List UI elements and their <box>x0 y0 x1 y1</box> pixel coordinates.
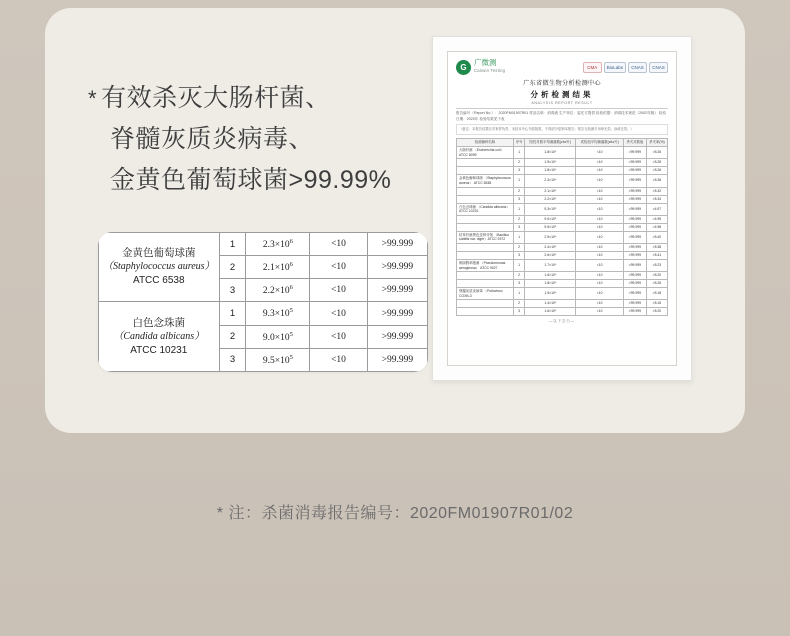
report-cell-value: 1 <box>513 288 524 300</box>
report-table-row <box>457 243 668 251</box>
report-cell-value: 3 <box>513 308 524 316</box>
report-table-row <box>457 159 668 167</box>
asterisk-marker: * <box>88 86 98 111</box>
report-cell-value: <10 <box>576 167 623 175</box>
report-table-row <box>457 308 668 316</box>
report-cell-value: 2 <box>513 159 524 167</box>
report-cell-value: >99.999 <box>623 243 646 251</box>
report-cell-strain <box>457 308 514 316</box>
report-cell-value: <10 <box>576 159 623 167</box>
report-cell-value: >99.999 <box>623 223 646 231</box>
strain-name-cell <box>99 302 220 372</box>
report-table-row <box>457 280 668 288</box>
report-cell-value: <10 <box>576 280 623 288</box>
report-table-row <box>457 223 668 231</box>
strain-name-latin: （Candida albicans） <box>113 330 205 342</box>
report-cell-value: >99.999 <box>623 231 646 243</box>
accreditation-badges <box>583 62 668 73</box>
report-cell-value: <10 <box>576 147 623 159</box>
badge-cnas-2: CNAS <box>649 62 668 73</box>
report-cell-value: 9.0×10⁵ <box>525 215 576 223</box>
report-table-row <box>457 187 668 195</box>
report-col-control: 阳性对照平均菌落数(cfu/片) <box>525 139 576 147</box>
entry-count: $2.2\times 10^6$ <box>246 279 310 302</box>
entry-no: 2 <box>219 256 246 279</box>
report-cell-value: <10 <box>576 300 623 308</box>
report-cell-strain <box>457 300 514 308</box>
report-cell-value: <10 <box>576 259 623 271</box>
report-cell-value: <10 <box>576 195 623 203</box>
report-cell-strain <box>457 272 514 280</box>
strain-name-cn: 白色念珠菌 <box>132 316 186 329</box>
report-cell-value: <10 <box>576 243 623 251</box>
headline-line-2: 脊髓灰质炎病毒、 <box>110 125 315 153</box>
headline-line-3: 金黄色葡萄球菌 <box>110 166 289 194</box>
report-cell-strain: 脊髓灰质炎病毒 （Poliovirus） COXB-3 <box>457 288 514 300</box>
report-cell-value: 1.7×10⁶ <box>525 259 576 271</box>
report-cell-value: >5.28 <box>646 159 667 167</box>
report-table-row <box>457 203 668 215</box>
entry-count: $9.5\times 10^5$ <box>246 348 310 371</box>
report-cell-value: >99.999 <box>623 203 646 215</box>
report-cell-value: 1.8×10⁶ <box>525 147 576 159</box>
report-cell-value: 3 <box>513 223 524 231</box>
report-subtitle: ANALYSIS REPORT RESULT <box>531 101 593 105</box>
headline-line-1: 有效杀灭大肠杆菌、 <box>101 84 331 112</box>
entry-no: 3 <box>219 348 246 371</box>
report-cell-value: >99.999 <box>623 147 646 159</box>
report-cell-strain <box>457 215 514 223</box>
lab-logo-main: 广微测 <box>474 58 497 67</box>
report-table-row <box>457 259 668 271</box>
report-cell-value: 2.6×10⁶ <box>525 251 576 259</box>
report-cell-value: <10 <box>576 175 623 187</box>
report-table-row <box>457 251 668 259</box>
report-note: （备注：本报告结果仅对来样负责，未经本中心书面批准，不得部分复制本报告；报告无检测专用章无效，涂改无效。） <box>456 124 668 135</box>
report-col-test: 试验组平均菌落数(cfu/片) <box>576 139 623 147</box>
report-cell-value: 2.1×10⁶ <box>525 187 576 195</box>
report-cell-value: >5.20 <box>646 272 667 280</box>
lab-logo <box>456 59 505 75</box>
entry-no: 2 <box>219 325 246 348</box>
report-cell-value: 2 <box>513 187 524 195</box>
report-cell-value: <10 <box>576 308 623 316</box>
table-row <box>99 233 428 256</box>
entry-residual: <10 <box>310 348 367 371</box>
report-cell-value: 2.3×10⁶ <box>525 175 576 187</box>
report-cell-strain <box>457 251 514 259</box>
entry-no: 1 <box>219 302 246 325</box>
report-cell-value: 1.8×10⁶ <box>525 167 576 175</box>
report-cell-value: 1 <box>513 231 524 243</box>
report-cell-strain <box>457 187 514 195</box>
report-cell-value: >99.999 <box>623 300 646 308</box>
efficacy-value: >99.99% <box>288 166 392 194</box>
report-col-log: 杀灭对数值 <box>623 139 646 147</box>
report-cell-value: 1 <box>513 147 524 159</box>
report-cell-value: <10 <box>576 203 623 215</box>
entry-no: 3 <box>219 279 246 302</box>
report-cell-value: >5.26 <box>646 280 667 288</box>
report-cell-value: >99.999 <box>623 187 646 195</box>
entry-residual: <10 <box>310 325 367 348</box>
report-table-row <box>457 288 668 300</box>
report-cell-value: 9.3×10⁵ <box>525 203 576 215</box>
report-cell-value: 1.5×10⁶ <box>525 288 576 300</box>
logo-mark-icon: G <box>456 60 471 75</box>
report-cell-value: <10 <box>576 187 623 195</box>
report-cell-value: >4.98 <box>646 223 667 231</box>
entry-rate: >99.999 <box>367 256 427 279</box>
entry-count: $9.3\times 10^5$ <box>246 302 310 325</box>
report-cell-value: >5.26 <box>646 167 667 175</box>
report-cell-strain <box>457 223 514 231</box>
report-cell-value: 1.4×10⁶ <box>525 300 576 308</box>
badge-biolabs: BioLabs <box>604 62 626 73</box>
report-cell-value: >99.999 <box>623 195 646 203</box>
entry-rate: >99.999 <box>367 233 427 256</box>
report-cell-value: 2 <box>513 215 524 223</box>
report-cell-strain: 白色念珠菌 （Candida albicans） ATCC 10231 <box>457 203 514 215</box>
report-cell-value: >5.26 <box>646 147 667 159</box>
report-table-row <box>457 231 668 243</box>
report-cell-strain <box>457 195 514 203</box>
report-table-row <box>457 175 668 187</box>
report-cell-value: 1.6×10⁶ <box>525 272 576 280</box>
report-cell-strain <box>457 159 514 167</box>
report-cell-value: >99.999 <box>623 215 646 223</box>
report-cell-value: 3 <box>513 251 524 259</box>
report-col-no: 序号 <box>513 139 524 147</box>
strain-name-latin: （Staphylococcus aureus） <box>103 261 215 273</box>
report-cell-value: >5.20 <box>646 308 667 316</box>
report-cell-value: 3 <box>513 167 524 175</box>
report-cell-value: 2.4×10⁶ <box>525 243 576 251</box>
report-cell-value: >5.32 <box>646 187 667 195</box>
entry-count: $2.3\times 10^6$ <box>246 233 310 256</box>
report-cell-value: >99.999 <box>623 259 646 271</box>
report-cell-strain <box>457 243 514 251</box>
report-cell-value: >5.36 <box>646 175 667 187</box>
report-cell-value: >99.999 <box>623 288 646 300</box>
report-cell-value: 1 <box>513 259 524 271</box>
report-cell-value: <10 <box>576 288 623 300</box>
report-footer: —以下空白— <box>548 319 576 324</box>
report-cell-value: >5.34 <box>646 195 667 203</box>
report-table-row <box>457 167 668 175</box>
entry-count: $2.1\times 10^6$ <box>246 256 310 279</box>
report-table-row <box>457 215 668 223</box>
report-cell-value: >5.18 <box>646 288 667 300</box>
report-col-strain: 检测菌种名称 <box>457 139 514 147</box>
report-cell-value: 1 <box>513 175 524 187</box>
badge-cma: CMA <box>583 62 602 73</box>
report-cell-strain: 枯草杆菌黑色变种芽孢 （Bacillus subtilis var. niger）ATCC 9372 <box>457 231 514 243</box>
lab-logo-sub: Canwin Testing <box>474 68 506 73</box>
report-cell-value: <10 <box>576 251 623 259</box>
report-cell-value: <10 <box>576 231 623 243</box>
report-cell-value: <10 <box>576 272 623 280</box>
report-cell-value: 3 <box>513 195 524 203</box>
report-document <box>447 51 677 366</box>
report-cell-value: <10 <box>576 223 623 231</box>
report-table-row <box>457 272 668 280</box>
report-cell-value: >5.23 <box>646 259 667 271</box>
lab-logo-text <box>474 59 505 75</box>
report-cell-value: <10 <box>576 215 623 223</box>
report-results-table <box>456 138 668 316</box>
entry-count: $9.0\times 10^5$ <box>246 325 310 348</box>
report-table-body <box>457 147 668 316</box>
report-header <box>456 59 668 75</box>
entry-residual: <10 <box>310 302 367 325</box>
report-frame <box>432 36 692 381</box>
report-header-row <box>457 139 668 147</box>
entry-rate: >99.999 <box>367 348 427 371</box>
report-cell-value: >5.15 <box>646 300 667 308</box>
report-cell-value: >5.40 <box>646 231 667 243</box>
report-col-rate: 杀灭率(%) <box>646 139 667 147</box>
report-cell-value: 2 <box>513 272 524 280</box>
report-cell-value: 3 <box>513 280 524 288</box>
report-cell-strain: 大肠杆菌 （Escherichia coli） ATCC 8099 <box>457 147 514 159</box>
entry-residual: <10 <box>310 233 367 256</box>
strain-code: ATCC 10231 <box>130 344 188 356</box>
table-row <box>99 302 428 325</box>
entry-residual: <10 <box>310 256 367 279</box>
headline-block <box>88 78 448 201</box>
report-cell-value: >4.97 <box>646 203 667 215</box>
strain-name-cn: 金黄色葡萄球菌 <box>122 247 196 260</box>
report-cell-strain <box>457 280 514 288</box>
report-cell-value: >99.999 <box>623 167 646 175</box>
report-cell-value: 1.6×10⁶ <box>525 308 576 316</box>
report-cell-strain: 铜绿假单胞菌 （Pseudomonas aeruginosa） ATCC 9027 <box>457 259 514 271</box>
strain-results-panel <box>98 232 428 372</box>
report-cell-value: 2 <box>513 300 524 308</box>
report-cell-value: 1 <box>513 203 524 215</box>
report-cell-value: 2 <box>513 243 524 251</box>
report-cell-value: >5.41 <box>646 251 667 259</box>
report-title: 分析检测结果 <box>530 90 594 99</box>
report-cell-value: >99.999 <box>623 251 646 259</box>
report-table-row <box>457 147 668 159</box>
report-cell-value: >99.999 <box>623 272 646 280</box>
report-meta: 报告编号（Report No.）：2020FM01907R01 样品名称：消毒液 生产单位：委托方提供 检验依据：消毒技术规范（2002年版） 检验日期：2020年 检验结果见下表 <box>456 108 668 122</box>
report-cell-strain <box>457 167 514 175</box>
strain-code: ATCC 6538 <box>133 275 185 287</box>
report-cell-value: >99.999 <box>623 159 646 167</box>
report-cell-value: 1.8×10⁶ <box>525 280 576 288</box>
entry-no: 1 <box>219 233 246 256</box>
report-cell-value: >4.95 <box>646 215 667 223</box>
report-cell-strain: 金黄色葡萄球菌 （Staphylococcus aureus） ATCC 6538 <box>457 175 514 187</box>
entry-rate: >99.999 <box>367 325 427 348</box>
report-cell-value: 2.5×10⁶ <box>525 231 576 243</box>
entry-rate: >99.999 <box>367 302 427 325</box>
report-cell-value: 1.9×10⁶ <box>525 159 576 167</box>
report-cell-value: >99.999 <box>623 308 646 316</box>
entry-rate: >99.999 <box>367 279 427 302</box>
report-cell-value: >99.999 <box>623 280 646 288</box>
entry-residual: <10 <box>310 279 367 302</box>
strain-results-table <box>98 232 428 372</box>
footnote-text: * 注：杀菌消毒报告编号：2020FM01907R01/02 <box>216 505 574 522</box>
report-table-row <box>457 300 668 308</box>
report-table-row <box>457 195 668 203</box>
report-organization: 广东省微生物分析检测中心 <box>523 80 601 87</box>
report-cell-value: 2.2×10⁶ <box>525 195 576 203</box>
badge-cnas-1: CNAS <box>628 62 647 73</box>
report-cell-value: >5.38 <box>646 243 667 251</box>
strain-name-cell <box>99 233 220 302</box>
report-cell-value: >99.999 <box>623 175 646 187</box>
report-cell-value: 9.5×10⁵ <box>525 223 576 231</box>
